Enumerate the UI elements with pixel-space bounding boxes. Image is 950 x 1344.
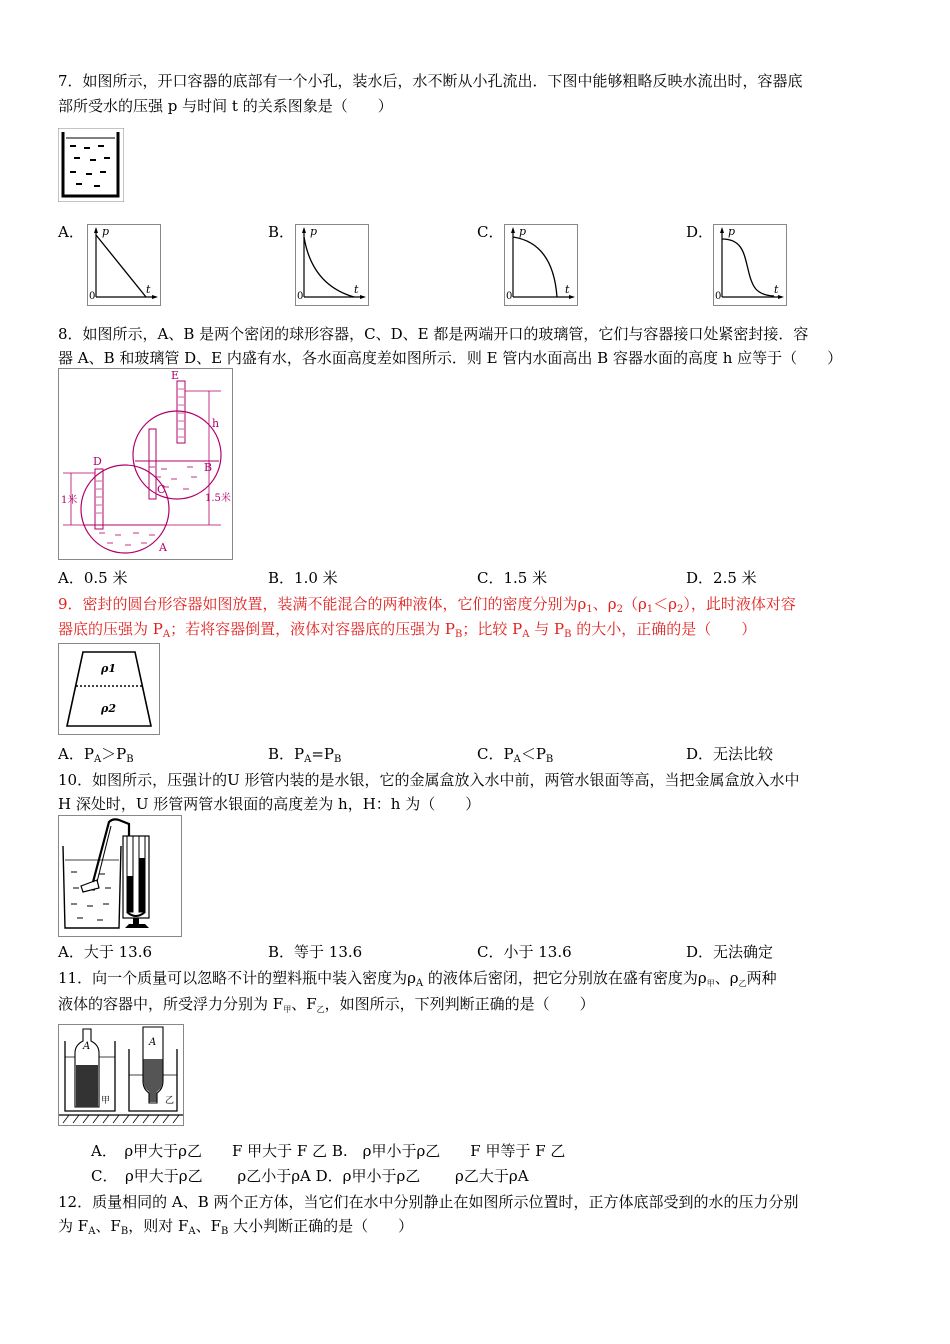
q7-graph-a-p-label: p (102, 225, 110, 238)
q10-manometer-figure (58, 815, 182, 937)
q10-option-c[interactable]: C．小于 13.6 (477, 943, 572, 961)
q7-graph-a-origin: 0 (89, 291, 96, 302)
q11-stem-line2: 液体的容器中，所受浮力分别为 $F_甲$、$F_乙$，如图所示，下列判断正确的是（ ） (58, 995, 595, 1014)
q11-left-bottle-a-label: A (83, 1041, 91, 1052)
q10-option-d[interactable]: D．无法确定 (686, 943, 774, 961)
q8-spheres-figure (58, 368, 233, 560)
q7-graph-b-origin: 0 (297, 291, 304, 302)
q7-graph-a[interactable] (87, 224, 161, 306)
q8-option-c[interactable]: C．1.5 米 (477, 569, 548, 587)
q7-graph-b-p-label: p (310, 225, 318, 238)
q7-option-c-label[interactable]: C． (477, 223, 504, 241)
q8-stem-line2: 器 A、B 和玻璃管 D、E 内盛有水，各水面高度差如图所示．则 E 管内水面高出 B 容器水面的高度 h 应等于（ ） (58, 349, 843, 367)
q11-label-jia: 甲 (101, 1096, 111, 1106)
q9-frustum-figure (58, 643, 160, 735)
q7-graph-c-origin: 0 (506, 291, 513, 302)
q10-option-b[interactable]: B．等于 13.6 (268, 943, 363, 961)
q11-stem-line1: 11．向一个质量可以忽略不计的塑料瓶中装入密度为$\rho_A$ 的液体后密闭，把它分别放在盛有密度为$\rho_甲$、$\rho_乙$两种 (58, 969, 777, 989)
q7-graph-c-p-label: p (519, 225, 527, 238)
q8-label-b: B (204, 461, 213, 474)
q9-option-d[interactable]: D．无法比较 (686, 745, 774, 763)
q9-stem-line2: 器底的压强为 $P_A$；若将容器倒置，液体对容器底的压强为 $P_B$；比较 $P_A$ 与 $P_B$ 的大小，正确的是（ ） (58, 620, 757, 640)
q9-option-b[interactable]: B．$P_A=P_B$ (268, 745, 342, 765)
q11-options-row2[interactable]: C． ρ甲大于ρ乙 ρ乙小于ρA D．ρ甲小于ρ乙 ρ乙大于ρA (91, 1167, 529, 1185)
q7-graph-c[interactable] (504, 224, 578, 306)
q7-container-figure (58, 128, 124, 202)
q7-graph-b-t-label: t (354, 283, 359, 296)
q11-right-bottle-a-label: A (149, 1037, 157, 1048)
q7-option-a-label[interactable]: A． (58, 223, 84, 241)
q11-label-yi: 乙 (165, 1096, 175, 1106)
q11-options-row1[interactable]: A． ρ甲大于ρ乙 F 甲大于 F 乙 B. ρ甲小于ρ乙 F 甲等于 F 乙 (91, 1142, 566, 1160)
q11-bottles-figure (58, 1024, 184, 1126)
q8-label-e: E (171, 369, 180, 382)
q8-label-a: A (159, 541, 167, 554)
q7-stem-line2: 部所受水的压强 p 与时间 t 的关系图象是（ ） (58, 97, 393, 115)
q9-stem-line1: 9．密封的圆台形容器如图放置，装满不能混合的两种液体，它们的密度分别为$\rho_1$、$\rho_2(\rho_1<\rho_2)$，此时液体对容 (58, 595, 796, 615)
q7-graph-a-t-label: t (146, 283, 151, 296)
q7-option-d-label[interactable]: D． (686, 223, 714, 241)
q7-graph-d-origin: 0 (715, 291, 722, 302)
q9-rho1-label: ρ1 (101, 662, 116, 675)
q8-label-1-5m: 1.5米 (205, 493, 231, 504)
q8-option-a[interactable]: A．0.5 米 (58, 569, 128, 587)
q8-stem-line1: 8．如图所示，A、B 是两个密闭的球形容器，C、D、E 都是两端开口的玻璃管，它们与容器接口处紧密封接．容 (58, 325, 809, 343)
q12-stem-line2: 为 $F_A$、$F_B$，则对 $F_A$、$F_B$ 大小判断正确的是（ ） (58, 1217, 414, 1237)
q7-option-b-label[interactable]: B． (268, 223, 295, 241)
q10-stem-line2: H 深处时，U 形管两管水银面的高度差为 h，H：h 为（ ） (58, 795, 481, 813)
q12-stem-line1: 12．质量相同的 A、B 两个正方体，当它们在水中分别静止在如图所示位置时，正方体底部受到的水的压力分别 (58, 1193, 799, 1211)
q8-label-d: D (93, 455, 102, 468)
q7-stem-line1: 7．如图所示，开口容器的底部有一个小孔，装水后，水不断从小孔流出．下图中能够粗略反映水流出时，容器底 (58, 72, 803, 90)
q8-option-d[interactable]: D．2.5 米 (686, 569, 757, 587)
q8-label-h: h (212, 417, 220, 430)
q7-graph-d-t-label: t (774, 283, 779, 296)
q10-option-a[interactable]: A．大于 13.6 (58, 943, 152, 961)
q7-graph-d-p-label: p (728, 225, 736, 238)
q8-label-1m: 1米 (61, 495, 78, 506)
q7-graph-d[interactable] (713, 224, 787, 306)
q8-option-b[interactable]: B．1.0 米 (268, 569, 338, 587)
q7-graph-c-t-label: t (565, 283, 570, 296)
q9-rho2-label: ρ2 (101, 702, 116, 715)
q7-graph-b[interactable] (295, 224, 369, 306)
q8-label-c: C (157, 483, 166, 496)
q10-stem-line1: 10．如图所示，压强计的U 形管内装的是水银，它的金属盒放入水中前，两管水银面等高，当把金属盒放入水中 (58, 771, 800, 789)
q9-option-c[interactable]: C．$P_A<P_B$ (477, 745, 554, 765)
q9-option-a[interactable]: A．$P_A>P_B$ (58, 745, 134, 765)
